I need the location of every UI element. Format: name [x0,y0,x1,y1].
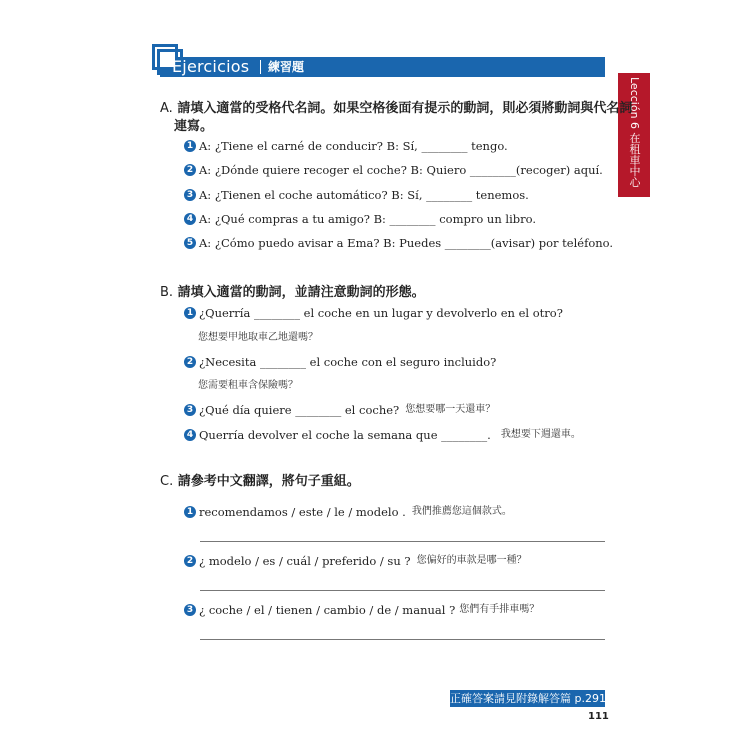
answer-line-c2[interactable] [200,590,605,591]
section-b-heading [160,283,425,302]
number-badge: 4 [184,429,196,441]
section-a-instruction-2: 連寫。 [174,119,214,134]
item-translation: 您偏好的車款是哪一種？ [416,555,527,566]
answer-line-c1[interactable] [200,541,605,542]
answer-reference-note: 正確答案請見附錄解答篇 p.291 [450,692,606,705]
item-text: ¿Qué día quiere ________ el coche? [199,403,400,417]
exercise-item-a2 [184,162,603,178]
item-text: A: ¿Tiene el carné de conducir? B: Sí, ________ tengo. [199,139,508,153]
exercise-item-b3 [184,402,495,418]
number-badge: 3 [184,604,196,616]
section-a-instruction-1: 請填入適當的受格代名詞。如果空格後面有提示的動詞，則必須將動詞與代名詞 [177,101,633,116]
section-b-letter: B. [160,285,174,300]
number-badge: 5 [184,237,196,249]
exercise-item-a4 [184,211,536,227]
section-c-letter: C. [160,474,174,489]
item-text: recomendamos / este / le / modelo . [199,505,406,519]
section-a-letter: A. [160,101,173,116]
item-text: Querría devolver el coche la semana que ________. [199,428,491,442]
number-badge: 1 [184,307,196,319]
header-separator [260,60,261,74]
section-b-instruction: 請填入適當的動詞，並請注意動詞的形態。 [177,285,425,300]
number-badge: 2 [184,164,196,176]
item-translation: 我想要下週還車。 [500,429,581,440]
exercise-item-a3 [184,187,529,203]
answer-line-c3[interactable] [200,639,605,640]
item-text: A: ¿Qué compras a tu amigo? B: ________ compro un libro. [199,212,536,226]
translation-hint-b1: 您想要甲地取車乙地還嗎？ [198,332,318,343]
exercise-item-b2 [184,354,496,370]
lesson-side-tab-label: Lección 6 在租車中心 [628,77,641,188]
exercise-item-c1 [184,504,512,520]
exercise-item-a5 [184,235,613,251]
exercise-item-c2 [184,553,527,569]
item-text: A: ¿Tienen el coche automático? B: Sí, ________ tenemos. [199,188,529,202]
number-badge: 2 [184,555,196,567]
number-badge: 1 [184,506,196,518]
header-subtitle: 練習題 [268,60,305,74]
exercise-item-b4 [184,427,581,443]
item-translation: 我們推薦您這個款式。 [411,506,512,517]
number-badge: 1 [184,140,196,152]
number-badge: 3 [184,189,196,201]
number-badge: 4 [184,213,196,225]
number-badge: 2 [184,356,196,368]
item-text: A: ¿Cómo puedo avisar a Ema? B: Puedes ________(avisar) por teléfono. [199,236,614,250]
item-translation: 您們有手排車嗎？ [459,604,540,615]
item-text: ¿ coche / el / tienen / cambio / de / manual ? [199,603,456,617]
exercise-item-c3 [184,602,539,618]
item-text: A: ¿Dónde quiere recoger el coche? B: Quiero ________(recoger) aquí. [199,163,603,177]
page-number: 111 [588,711,609,722]
item-text: ¿ modelo / es / cuál / preferido / su ? [199,554,411,568]
item-text: ¿Querría ________ el coche en un lugar y devolverlo en el otro? [199,306,563,320]
section-c-heading [160,472,360,491]
exercise-item-a1 [184,138,508,154]
item-translation: 您想要哪一天還車？ [405,404,496,415]
header-title: Ejercicios [172,57,250,76]
number-badge: 3 [184,404,196,416]
lesson-side-tab [618,73,650,197]
translation-hint-b2: 您需要租車含保險嗎？ [198,380,298,391]
section-a-heading [160,99,632,118]
section-c-instruction: 請參考中文翻譯，將句子重組。 [177,474,360,489]
item-text: ¿Necesita ________ el coche con el seguro incluido? [199,355,497,369]
exercise-item-b1 [184,305,563,321]
